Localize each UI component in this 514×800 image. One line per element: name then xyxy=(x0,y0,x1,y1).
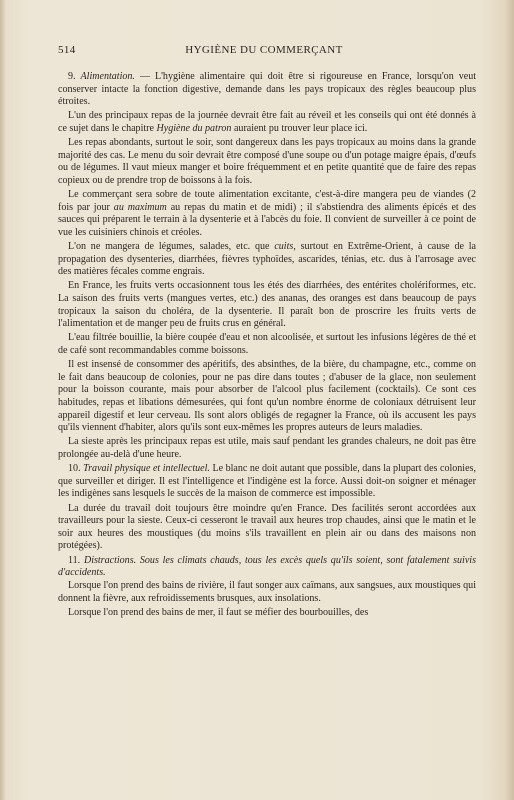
text-run: Le commerçant sera sobre de toute alimentation excitante, c'est-à-dire mangera peu de viandes (2 fois par jour xyxy=(58,189,476,213)
paragraph xyxy=(58,137,476,187)
italic-run: cuits xyxy=(274,241,294,253)
paragraph xyxy=(58,280,476,330)
text-run: Lorsque l'on prend des bains de rivière, il faut songer aux caïmans, aux sangsues, aux moustiques qui donnent la fièvre, aux refroidissements brusques, aux insolations. xyxy=(58,580,476,604)
body-text xyxy=(58,71,476,621)
text-run: , surtout en Extrême-Orient, à cause de la propagation des dysenteries, diarrhées, fièvres typhoïdes, ascarides, ténias, etc. dus à l'arrosage avec des matières fécales comme engrais. xyxy=(58,241,476,278)
page-number: 514 xyxy=(58,44,76,56)
paragraph-distractions xyxy=(58,555,476,580)
text-run: L'eau filtrée bouillie, la bière coupée d'eau et non alcoolisée, et surtout les infusions légères de thé et de café sont recommandables comme boissons. xyxy=(58,332,476,357)
text-run: Les repas abondants, surtout le soir, sont dangereux dans les pays tropicaux au moins dans la grande majorité des cas. Le menu du soir devrait être composé d'une soupe ou d'un potage maigre épais, d'œufs ou de légumes. Il vaut mieux manger et boire fréquemment et en petite quantité que de faire des repas copieux ou de prendre trop de boissons à la fois. xyxy=(58,137,476,186)
running-title: HYGIÈNE DU COMMERÇANT xyxy=(185,44,343,56)
paragraph-alimentation xyxy=(58,71,476,109)
text-run: 10. xyxy=(68,463,84,475)
text-run: L'un des principaux repas de la journée devrait être fait au réveil et les conseils qui ont été donnés à ce sujet dans le chapitre xyxy=(58,110,476,134)
paragraph xyxy=(58,189,476,239)
paragraph-travail xyxy=(58,463,476,501)
italic-run: Distractions. Sous les climats chauds, tous les excès quels qu'ils soient, sont fatalement suivis d'accidents. xyxy=(58,554,476,579)
paragraph xyxy=(58,359,476,435)
page-header xyxy=(58,44,470,58)
text-run: 11. xyxy=(68,554,84,566)
text-run: La sieste après les principaux repas est utile, mais sauf pendant les grandes chaleurs, ne doit pas être prolongée au-delà d'une heure. xyxy=(58,436,476,460)
paragraph xyxy=(58,436,476,461)
paragraph xyxy=(58,241,476,279)
italic-run: Travail physique et intellectuel. xyxy=(83,463,210,475)
text-run: 9. xyxy=(68,71,81,82)
paragraph xyxy=(58,580,476,605)
text-run: Le blanc ne doit autant que possible, dans la plupart des colonies, que surveiller et diriger. Il est l'intelligence et l'indigène est la force. Aussi doit-on soigner et ménager les indigènes sans lesquels le succès de la maison de commerce est impossible. xyxy=(58,463,476,500)
text-run: La durée du travail doit toujours être moindre qu'en France. Des facilités seront accordées aux travailleurs pour la sieste. Ceux-ci cesseront le travail aux heures trop chaudes, ainsi que le matin et le soir aux heures des moustiques (du moins s'ils travaillent en plein air ou dans des maisons non protégées). xyxy=(58,502,476,552)
text-run: Lorsque l'on prend des bains de mer, il faut se méfier des bourbouilles, des xyxy=(68,606,369,618)
text-run: Il est insensé de consommer des apéritifs, des absinthes, de la bière, du champagne, etc., comme on le fait dans beaucoup de colonies, pour ne pas dire dans toutes ; d'abuser de la glace, non seulement pour la boisson courante, mais pour absorber de l'alcool plus facilement (cocktails). Ce sont ces habitudes, repas et libations démesurées, qui font qu'un nombre énorme de coloniaux détruisent leur appareil digestif et leur cerveau. Ils sont alors obligés de regagner la France, où ils accusent les pays qu'ils viennent d'habiter, alors qu'ils sont eux-mêmes les propres auteurs de leurs maladies. xyxy=(58,359,476,434)
paragraph xyxy=(58,110,476,135)
paragraph xyxy=(58,607,476,620)
paragraph xyxy=(58,332,476,357)
text-run: auraient pu trouver leur place ici. xyxy=(231,122,368,134)
italic-run: Alimentation. xyxy=(80,71,135,82)
text-run: — L'hygiène alimentaire qui doit être si rigoureuse en France, lorsqu'on veut conserver intacte la fonction digestive, demande dans les pays tropicaux des règles beaucoup plus étroites. xyxy=(58,71,477,108)
text-run: En France, les fruits verts occasionnent tous les étés des diarrhées, des entérites cholériformes, etc. La saison des fruits verts (mangues vertes, etc.) des ananas, des oranges est dans beaucoup de pays tropicaux la saison du choléra, de la dysenterie. Il paraît bon de proscrire les fruits verts de l'alimentation et de manger peu de fruits crus en général. xyxy=(58,280,476,330)
italic-run: Hygiène du patron xyxy=(156,122,232,134)
italic-run: au maximum xyxy=(113,201,167,213)
text-run: au repas du matin et de midi) ; il s'abstiendra des aliments épicés et des sauces qui préparent le terrain à la dysenterie et à l'abcès du foie. Il convient de surveiller à ce point de vue les cuisiniers chinois et créoles. xyxy=(58,201,477,238)
paragraph xyxy=(58,503,476,553)
text-run: L'on ne mangera de légumes, salades, etc. que xyxy=(68,241,275,253)
